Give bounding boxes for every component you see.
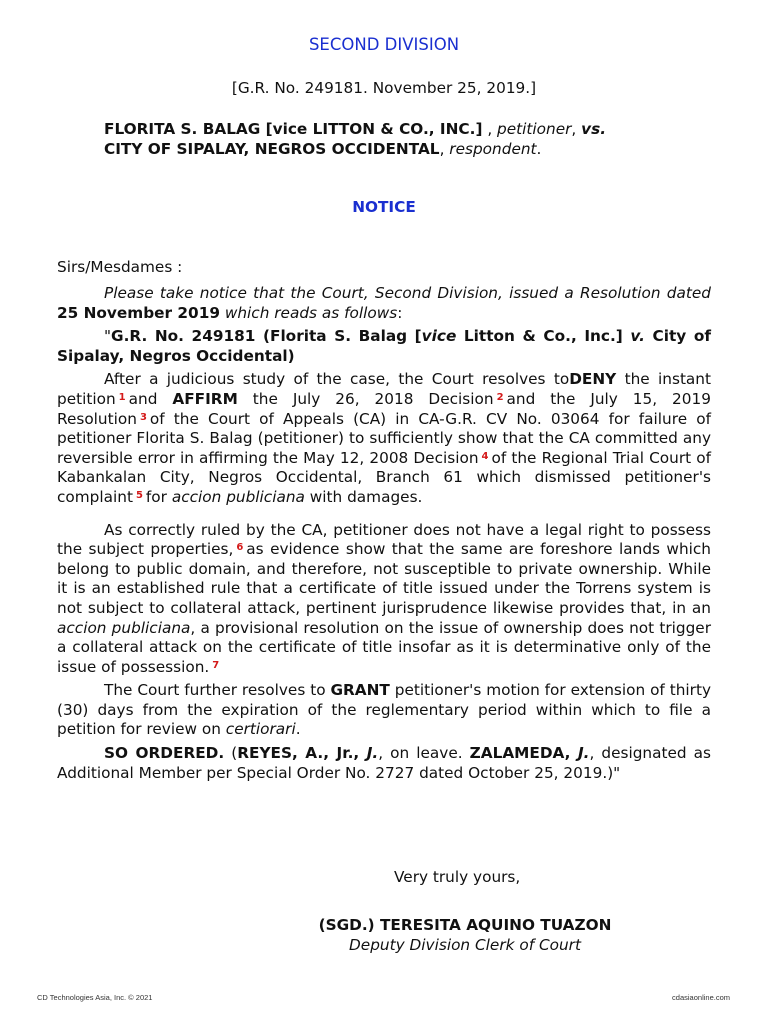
- accion-publiciana-term: accion publiciana: [57, 618, 191, 637]
- text-run: the July 26, 2018 Decision: [237, 389, 494, 408]
- text-run: as evidence show that the same are foreshore lands which belong to public domain, and therefore, not susceptible to private ownership. While it is an established rule that a certificate of title issued under the Torrens system is not subject to collateral attack, pertinent jurisprudence likewise provides that, in an: [57, 540, 711, 617]
- text-run: The Court further resolves to: [104, 681, 331, 700]
- resolution-date: 25 November 2019: [57, 303, 220, 322]
- footnote-link-3[interactable]: 3: [139, 411, 147, 423]
- text-run: and the July 15, 2019 Resolution: [57, 389, 711, 428]
- deny-keyword: DENY: [569, 370, 617, 389]
- intro-text: Please take notice that the Court, Second Division, issued a Resolution dated: [104, 284, 711, 302]
- footnote-link-1[interactable]: 1: [118, 391, 126, 403]
- paragraph-disposition: [57, 370, 711, 507]
- paragraph-ruling: [57, 521, 711, 678]
- caption-period: .: [536, 139, 542, 158]
- text-run: , a provisional resolution on the issue of ownership does not trigger a collateral attack on the certificate of title insofar as it is determinative only of the issue of possession.: [57, 618, 711, 676]
- paragraph-case-title: [57, 327, 711, 366]
- text-run: of the Court of Appeals (CA) in CA-G.R. CV No. 03064 for failure of petitioner Florita S. Balag (petitioner) to sufficiently show that the CA committed any reversible error in affirming the May 12, 2008 Decision: [57, 409, 711, 467]
- footnote-link-5[interactable]: 5: [135, 489, 143, 501]
- respondent-comma: ,: [439, 139, 450, 158]
- case-title-versus: v.: [630, 327, 645, 346]
- text-run: , on leave.: [378, 744, 470, 763]
- text-run: As correctly ruled by the CA, petitioner does not have a legal right to possess the subject properties,: [57, 520, 711, 559]
- footnote-link-7[interactable]: 7: [212, 659, 220, 671]
- intro-colon: :: [397, 303, 403, 322]
- grant-keyword: GRANT: [330, 681, 390, 700]
- text-run: , designated as Additional Member per Special Order No. 2727 dated October 25, 2019.)": [57, 744, 712, 782]
- case-title-part: G.R. No. 249181 (Florita S. Balag [: [111, 327, 422, 346]
- petitioner-name: FLORITA S. BALAG [vice LITTON & CO., INC.]: [104, 120, 483, 138]
- text-run: the instant petition: [57, 370, 712, 408]
- case-caption: [104, 120, 704, 159]
- text-run: for: [145, 487, 172, 506]
- signatory-title: Deputy Division Clerk of Court: [349, 935, 581, 954]
- justice-suffix: J.: [366, 744, 379, 763]
- closing-line: Very truly yours,: [394, 868, 521, 886]
- respondent-role: respondent: [449, 139, 537, 158]
- justice-reyes: REYES, A., Jr.,: [237, 744, 367, 763]
- case-title-part: City of Sipalay, Negros Occidental): [57, 327, 711, 365]
- footer-copyright: CD Technologies Asia, Inc. © 2021: [37, 993, 153, 1002]
- footnote-link-4[interactable]: 4: [481, 450, 489, 462]
- justice-zalameda: ZALAMEDA,: [469, 744, 578, 763]
- open-quote: ": [104, 327, 112, 346]
- so-ordered-label: SO ORDERED.: [104, 744, 225, 763]
- text-run: petitioner's motion for extension of thirty (30) days from the expiration of the reglementary period within which to file a petition for review on: [57, 681, 711, 739]
- footnote-link-2[interactable]: 2: [496, 391, 504, 403]
- caption-comma: ,: [571, 120, 582, 138]
- certiorari-term: certiorari: [225, 720, 296, 739]
- case-title-part: Litton & Co., Inc.]: [456, 327, 631, 346]
- text-run: .: [295, 720, 301, 739]
- signature-block: [300, 916, 630, 955]
- resolution-body: [57, 284, 711, 783]
- footnote-link-6[interactable]: 6: [236, 542, 244, 554]
- petitioner-role: petitioner: [497, 120, 572, 138]
- footer-site-link[interactable]: cdasiaonline.com: [672, 993, 730, 1002]
- paragraph-extension: [57, 681, 711, 740]
- text-run: and: [128, 389, 173, 408]
- notice-title: NOTICE: [352, 198, 416, 216]
- division-heading: SECOND DIVISION: [308, 35, 460, 54]
- respondent-name: CITY OF SIPALAY, NEGROS OCCIDENTAL: [104, 139, 440, 158]
- accion-publiciana-term: accion publiciana: [171, 487, 305, 506]
- signatory-name: (SGD.) TERESITA AQUINO TUAZON: [318, 916, 612, 934]
- text-run: (: [224, 744, 238, 763]
- gr-number-line: [G.R. No. 249181. November 25, 2019.]: [231, 79, 537, 97]
- intro-tail: which reads as follows: [219, 303, 398, 322]
- paragraph-notice-intro: [57, 284, 711, 323]
- text-run: After a judicious study of the case, the Court resolves to: [104, 370, 570, 389]
- petitioner-separator: ,: [482, 120, 498, 138]
- text-run: of the Regional Trial Court of Kabankalan City, Negros Occidental, Branch 61 which dismissed petitioner's complaint: [57, 448, 711, 506]
- text-run: with damages.: [304, 487, 423, 506]
- case-title-vice: vice: [421, 327, 457, 346]
- paragraph-so-ordered: [57, 744, 711, 783]
- versus-label: vs.: [581, 120, 607, 138]
- justice-suffix: J.: [577, 744, 590, 763]
- salutation: Sirs/Mesdames :: [57, 258, 183, 276]
- affirm-keyword: AFFIRM: [172, 389, 238, 408]
